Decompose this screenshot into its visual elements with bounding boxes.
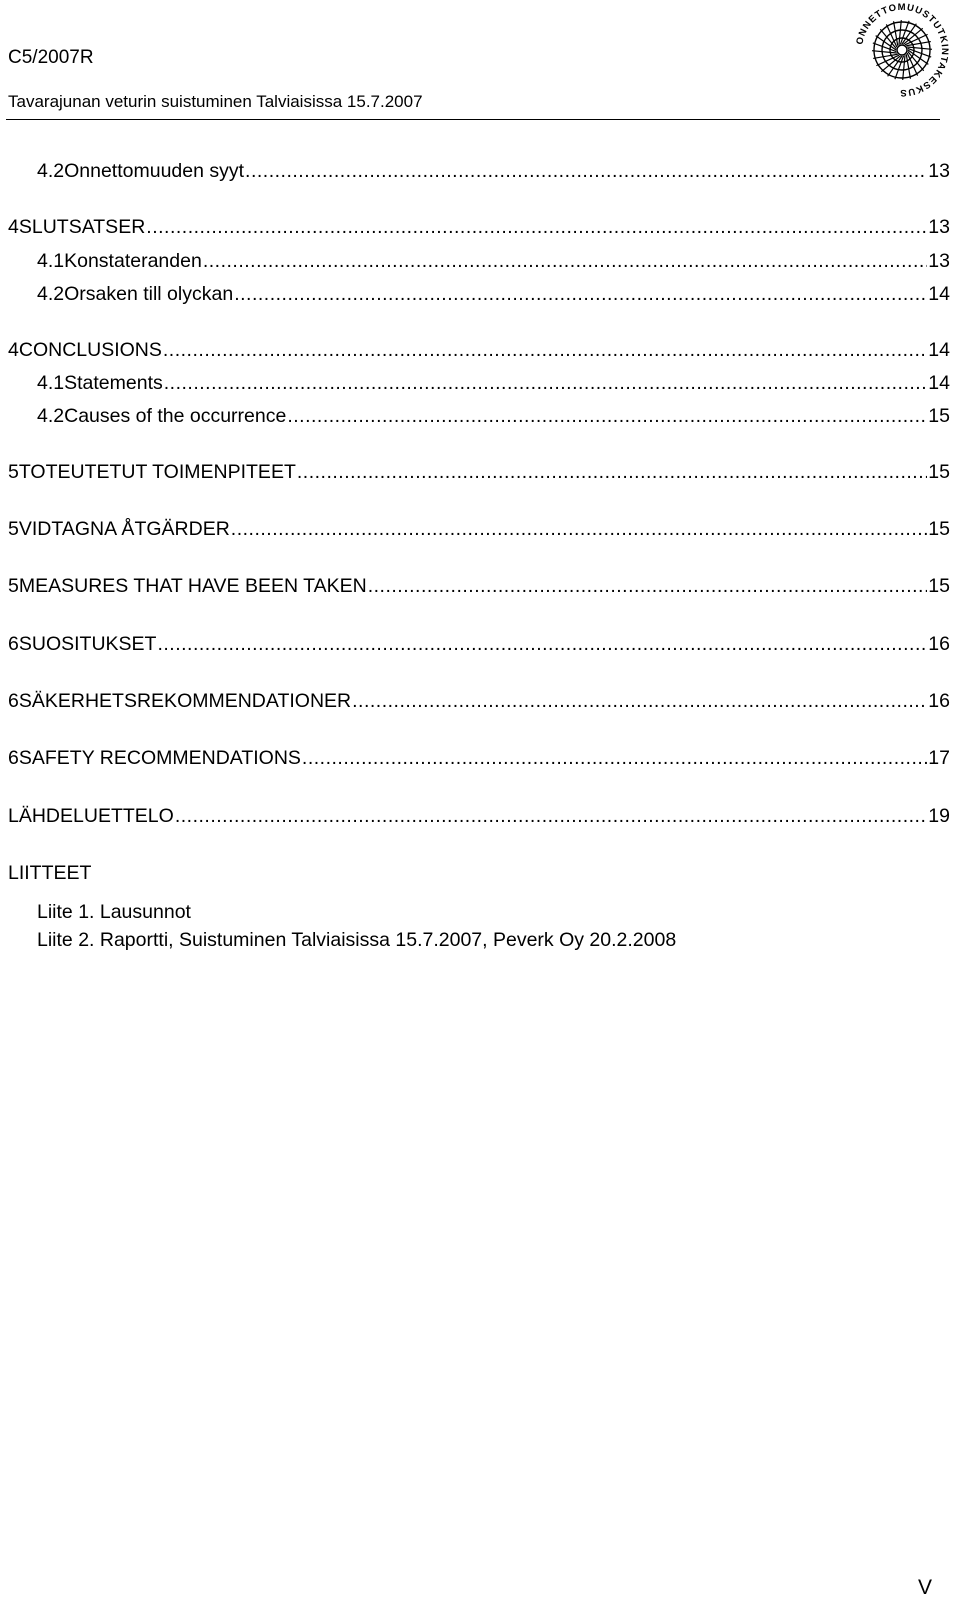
toc-entry-label: CONCLUSIONS <box>18 339 162 361</box>
toc-leader-dots <box>175 805 927 828</box>
logo-spoke <box>872 51 897 53</box>
toc-entry[interactable] <box>8 461 950 487</box>
toc-entry[interactable] <box>8 747 950 773</box>
toc-entry[interactable] <box>8 690 950 716</box>
svg-text:ONNETTOMUUSTUTKINTAKESKUS <box>854 2 950 98</box>
toc-entry-label: LÄHDELUETTELO <box>8 805 174 827</box>
accident-investigation-board-logo <box>852 0 952 100</box>
logo-spiral <box>874 22 930 78</box>
toc-entry-number: 6 <box>8 690 19 712</box>
logo-spoke <box>899 20 901 45</box>
toc-entry-number: 4 <box>8 216 19 238</box>
toc-entry-label: SLUTSATSER <box>18 216 146 238</box>
report-code: C5/2007R <box>8 47 94 68</box>
toc-entry[interactable] <box>8 805 950 831</box>
report-title: Tavarajunan veturin suistuminen Talviaisissa 15.7.2007 <box>8 92 423 111</box>
toc-entry-label: VIDTAGNA ÅTGÄRDER <box>18 518 230 540</box>
logo-spokes <box>872 20 932 80</box>
attachment-item[interactable]: Liite 2. Raportti, Suistuminen Talviaisissa 15.7.2007, Peverk Oy 20.2.2008 <box>37 929 677 951</box>
toc-leader-dots <box>245 160 927 183</box>
toc-leader-dots <box>234 283 927 306</box>
toc-entry[interactable] <box>8 518 950 544</box>
toc-entry-page: 16 <box>928 633 950 655</box>
toc-entry-page: 15 <box>928 405 950 427</box>
attachment-item[interactable]: Liite 1. Lausunnot <box>37 901 191 923</box>
toc-entry-label: SÄKERHETSREKOMMENDATIONER <box>18 690 352 712</box>
toc-entry[interactable] <box>37 250 950 276</box>
attachments-heading: LIITTEET <box>8 862 92 884</box>
toc-entry-label: TOTEUTETUT TOIMENPITEET <box>18 461 296 483</box>
toc-entry-page: 15 <box>928 575 950 597</box>
toc-entry-number: 4 <box>8 339 19 361</box>
toc-leader-dots <box>368 575 928 598</box>
toc-entry[interactable] <box>37 372 950 398</box>
toc-entry[interactable] <box>37 405 950 431</box>
toc-leader-dots <box>297 461 927 484</box>
toc-entry-number: 5 <box>8 461 19 483</box>
toc-entry-number: 6 <box>8 633 19 655</box>
toc-entry-number: 5 <box>8 575 19 597</box>
logo-ring-text: ONNETTOMUUSTUTKINTAKESKUS <box>854 1 951 99</box>
toc-leader-dots <box>352 690 927 713</box>
toc-entry-page: 14 <box>928 283 950 305</box>
toc-entry-page: 13 <box>928 160 950 182</box>
toc-entry-page: 15 <box>928 461 950 483</box>
header-divider <box>6 119 940 120</box>
toc-leader-dots <box>146 216 927 239</box>
toc-entry-number: 4.1 <box>37 250 65 272</box>
toc-entry-label: MEASURES THAT HAVE BEEN TAKEN <box>18 575 367 597</box>
toc-entry[interactable] <box>37 160 950 186</box>
toc-leader-dots <box>302 747 927 770</box>
toc-entry-number: 4.2 <box>37 160 65 182</box>
toc-entry-page: 14 <box>928 339 950 361</box>
toc-entry-label: Onnettomuuden syyt <box>64 160 245 182</box>
toc-leader-dots <box>164 372 928 395</box>
logo-spoke <box>903 55 905 80</box>
toc-leader-dots <box>203 250 927 273</box>
toc-leader-dots <box>157 633 927 656</box>
toc-leader-dots <box>231 518 928 541</box>
toc-entry-number: 6 <box>8 747 19 769</box>
toc-leader-dots <box>163 339 927 362</box>
toc-entry-label: Causes of the occurrence <box>64 405 287 427</box>
toc-entry-number: 4.2 <box>37 405 65 427</box>
toc-entry-page: 16 <box>928 690 950 712</box>
toc-entry-label: Statements <box>64 372 163 394</box>
toc-entry[interactable] <box>8 216 950 242</box>
toc-entry[interactable] <box>8 633 950 659</box>
logo-spoke <box>907 47 932 49</box>
page-number: V <box>918 1576 933 1599</box>
toc-entry-number: 4.1 <box>37 372 65 394</box>
toc-entry-page: 19 <box>928 805 950 827</box>
toc-entry-number: 4.2 <box>37 283 65 305</box>
toc-entry[interactable] <box>37 283 950 309</box>
toc-leader-dots <box>287 405 927 428</box>
toc-entry-label: Konstateranden <box>64 250 202 272</box>
toc-entry-label: SAFETY RECOMMENDATIONS <box>18 747 301 769</box>
toc-entry[interactable] <box>8 575 950 601</box>
toc-entry-page: 13 <box>928 250 950 272</box>
toc-entry-label: SUOSITUKSET <box>18 633 157 655</box>
toc-entry-page: 15 <box>928 518 950 540</box>
toc-entry-page: 14 <box>928 372 950 394</box>
toc-entry-page: 13 <box>928 216 950 238</box>
toc-entry-label: Orsaken till olyckan <box>64 283 234 305</box>
toc-entry-number: 5 <box>8 518 19 540</box>
toc-entry-page: 17 <box>928 747 950 769</box>
toc-entry[interactable] <box>8 339 950 365</box>
